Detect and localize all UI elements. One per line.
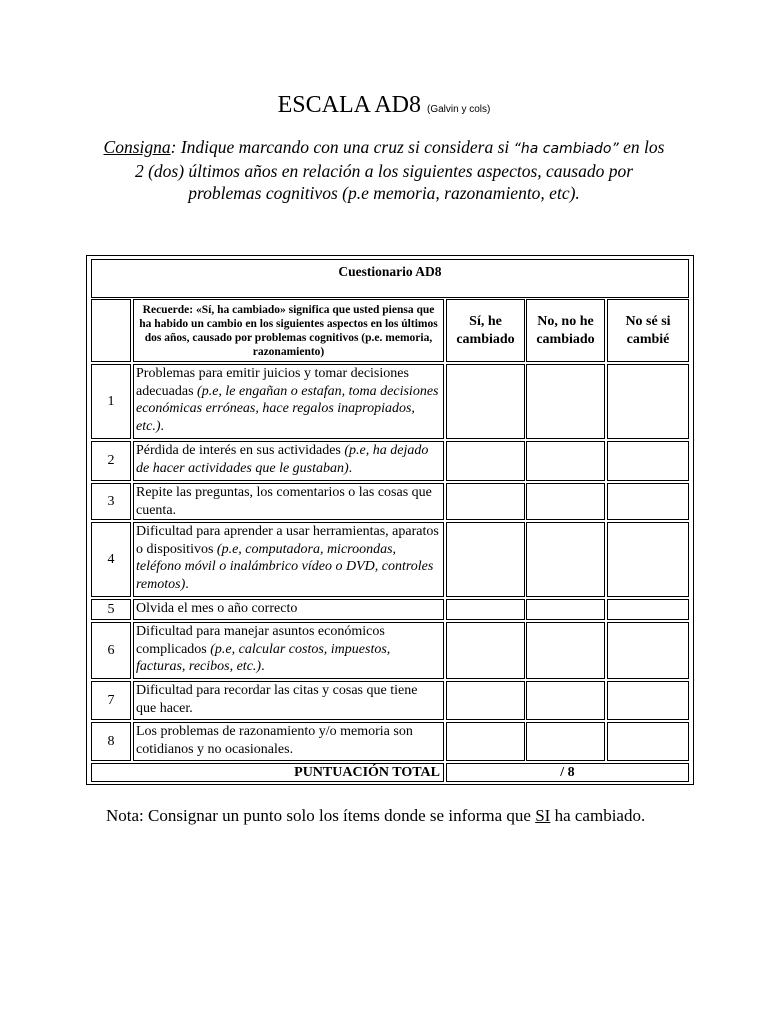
page-title	[0, 92, 768, 119]
row-question	[133, 441, 444, 481]
header-number-cell	[91, 299, 131, 362]
question-example: (p.e, calcular costos, impuestos, facturas, recibos, etc.)	[136, 641, 391, 674]
row-question	[133, 364, 444, 439]
note-text-2: ha cambiado.	[550, 806, 646, 825]
answer-yes-cell[interactable]	[446, 722, 525, 761]
row-number: 2	[91, 441, 131, 481]
title-main: ESCALA AD8	[277, 92, 421, 118]
instructions-text-2: en los 2 (dos) últimos años en relación a los siguientes aspectos, causado por problemas cognitivos (p.e memoria, razonamiento, etc).	[134, 137, 665, 203]
row-number: 5	[91, 599, 131, 620]
answer-yes-cell[interactable]	[446, 522, 525, 597]
row-question	[133, 483, 444, 520]
question-example: (p.e, le engañan o estafan, toma decisiones económicas erróneas, hace regalos inapropiados, etc.)	[136, 383, 439, 434]
instructions-text-1: : Indique marcando con una cruz si considera si	[170, 137, 514, 157]
answer-yes-cell[interactable]	[446, 599, 525, 620]
total-value: / 8	[446, 763, 689, 782]
answer-dont-know-cell[interactable]	[607, 599, 689, 620]
answer-no-cell[interactable]	[526, 681, 605, 720]
header-no-changed	[526, 299, 605, 362]
answer-yes-cell[interactable]	[446, 483, 525, 520]
question-end: .	[261, 659, 265, 674]
answer-no-cell[interactable]	[526, 599, 605, 620]
answer-dont-know-cell[interactable]	[607, 722, 689, 761]
title-sub: (Galvin y cols)	[427, 104, 491, 115]
answer-no-cell[interactable]	[526, 722, 605, 761]
total-label: PUNTUACIÓN TOTAL	[91, 763, 444, 782]
row-number: 7	[91, 681, 131, 720]
answer-yes-cell[interactable]	[446, 681, 525, 720]
instructions	[100, 136, 668, 204]
header-reminder-text: Recuerde: «Sí, ha cambiado» significa que usted piensa que ha habido un cambio en los siguientes aspectos en los últimos dos años, causado por problemas cognitivos (p.e. memoria, razonamiento)	[139, 303, 438, 358]
question-example: (p.e, ha dejado de hacer actividades que le gustaban)	[136, 443, 429, 476]
answer-dont-know-cell[interactable]	[607, 483, 689, 520]
header-no-label: No, no he cambiado	[536, 313, 595, 347]
question-example: (p.e, computadora, microondas, teléfono móvil o inalámbrico vídeo o DVD, controles remotos)	[136, 541, 434, 592]
answer-dont-know-cell[interactable]	[607, 522, 689, 597]
answer-no-cell[interactable]	[526, 483, 605, 520]
header-yes-label: Sí, he cambiado	[456, 313, 515, 347]
question-text: Los problemas de razonamiento y/o memoria son cotidianos y no ocasionales.	[136, 724, 413, 757]
question-text: Dificultad para recordar las citas y cosas que tiene que hacer.	[136, 683, 418, 716]
instructions-label: Consigna	[103, 137, 171, 157]
answer-no-cell[interactable]	[526, 441, 605, 481]
answer-dont-know-cell[interactable]	[607, 681, 689, 720]
answer-yes-cell[interactable]	[446, 441, 525, 481]
question-text: Repite las preguntas, los comentarios o las cosas que cuenta.	[136, 485, 432, 518]
row-question	[133, 522, 444, 597]
question-text: Olvida el mes o año correcto	[136, 601, 298, 616]
question-text: Dificultad para manejar asuntos económicos complicados	[136, 624, 385, 657]
answer-yes-cell[interactable]	[446, 622, 525, 679]
question-end: .	[348, 460, 353, 476]
answer-no-cell[interactable]	[526, 622, 605, 679]
row-question	[133, 622, 444, 679]
note-emphasis: SI	[535, 806, 551, 825]
header-yes-changed	[446, 299, 525, 362]
row-number: 4	[91, 522, 131, 597]
row-number: 6	[91, 622, 131, 679]
header-dont-know-label: No sé si cambié	[625, 313, 671, 347]
question-end: .	[185, 576, 189, 592]
row-number: 3	[91, 483, 131, 520]
question-text: Pérdida de interés en sus actividades	[136, 443, 345, 458]
note	[106, 805, 666, 827]
header-dont-know	[607, 299, 689, 362]
note-text-1: Nota: Consignar un punto solo los ítems donde se informa que	[106, 806, 536, 825]
instructions-quote: “ha cambiado”	[513, 141, 619, 157]
question-text: Problemas para emitir juicios y tomar decisiones adecuadas	[136, 366, 409, 399]
answer-yes-cell[interactable]	[446, 364, 525, 439]
answer-dont-know-cell[interactable]	[607, 364, 689, 439]
answer-dont-know-cell[interactable]	[607, 622, 689, 679]
row-question	[133, 599, 444, 620]
question-end: .	[160, 418, 164, 434]
row-question	[133, 681, 444, 720]
answer-dont-know-cell[interactable]	[607, 441, 689, 481]
table-title: Cuestionario AD8	[91, 259, 689, 298]
row-question	[133, 722, 444, 761]
header-reminder	[133, 299, 444, 362]
answer-no-cell[interactable]	[526, 522, 605, 597]
row-number: 8	[91, 722, 131, 761]
row-number: 1	[91, 364, 131, 439]
question-text: Dificultad para aprender a usar herramientas, aparatos o dispositivos	[136, 524, 439, 557]
answer-no-cell[interactable]	[526, 364, 605, 439]
